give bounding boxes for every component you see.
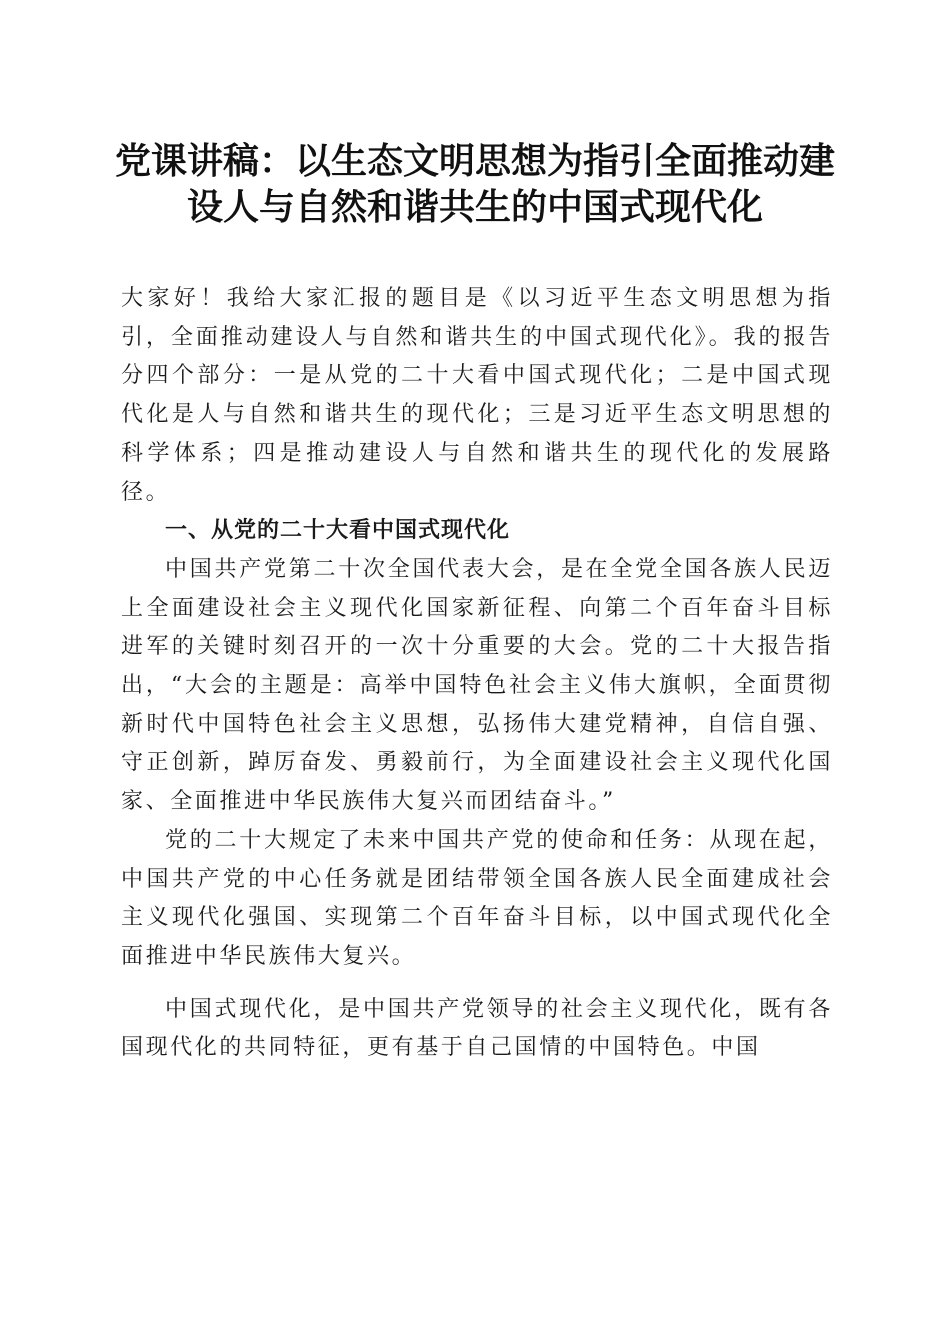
body-paragraph-3: 中国式现代化，是中国共产党领导的社会主义现代化，既有各国现代化的共同特征，更有基于自己国情的中国特色。中国 [121, 996, 833, 1061]
title-line-1: 党课讲稿：以生态文明思想为指引全面推动建 [114, 140, 835, 182]
title-line-2: 设人与自然和谐共生的中国式现代化 [186, 186, 763, 228]
body-paragraph-2: 党的二十大规定了未来中国共产党的使命和任务：从现在起，中国共产党的中心任务就是团结带领全国各族人民全面建成社会主义现代化强国、实现第二个百年奋斗目标，以中国式现代化全面推进中华民族伟大复兴。 [121, 827, 833, 969]
document-body [121, 280, 833, 1068]
intro-paragraph: 大家好！我给大家汇报的题目是《以习近平生态文明思想为指引，全面推动建设人与自然和谐共生的中国式现代化》。我的报告分四个部分：一是从党的二十大看中国式现代化；二是中国式现代化是人与自然和谐共生的现代化；三是习近平生态文明思想的科学体系；四是推动建设人与自然和谐共生的现代化的发展路径。 [121, 286, 833, 505]
document-title [100, 138, 850, 230]
body-paragraph-1: 中国共产党第二十次全国代表大会，是在全党全国各族人民迈上全面建设社会主义现代化国家新征程、向第二个百年奋斗目标进军的关键时刻召开的一次十分重要的大会。党的二十大报告指出，“大会的主题是：高举中国特色社会主义伟大旗帜，全面贯彻新时代中国特色社会主义思想，弘扬伟大建党精神，自信自强、守正创新，踔厉奋发、勇毅前行，为全面建设社会主义现代化国家、全面推进中华民族伟大复兴而团结奋斗。” [121, 556, 833, 815]
section-heading-1: 一、从党的二十大看中国式现代化 [165, 518, 511, 544]
